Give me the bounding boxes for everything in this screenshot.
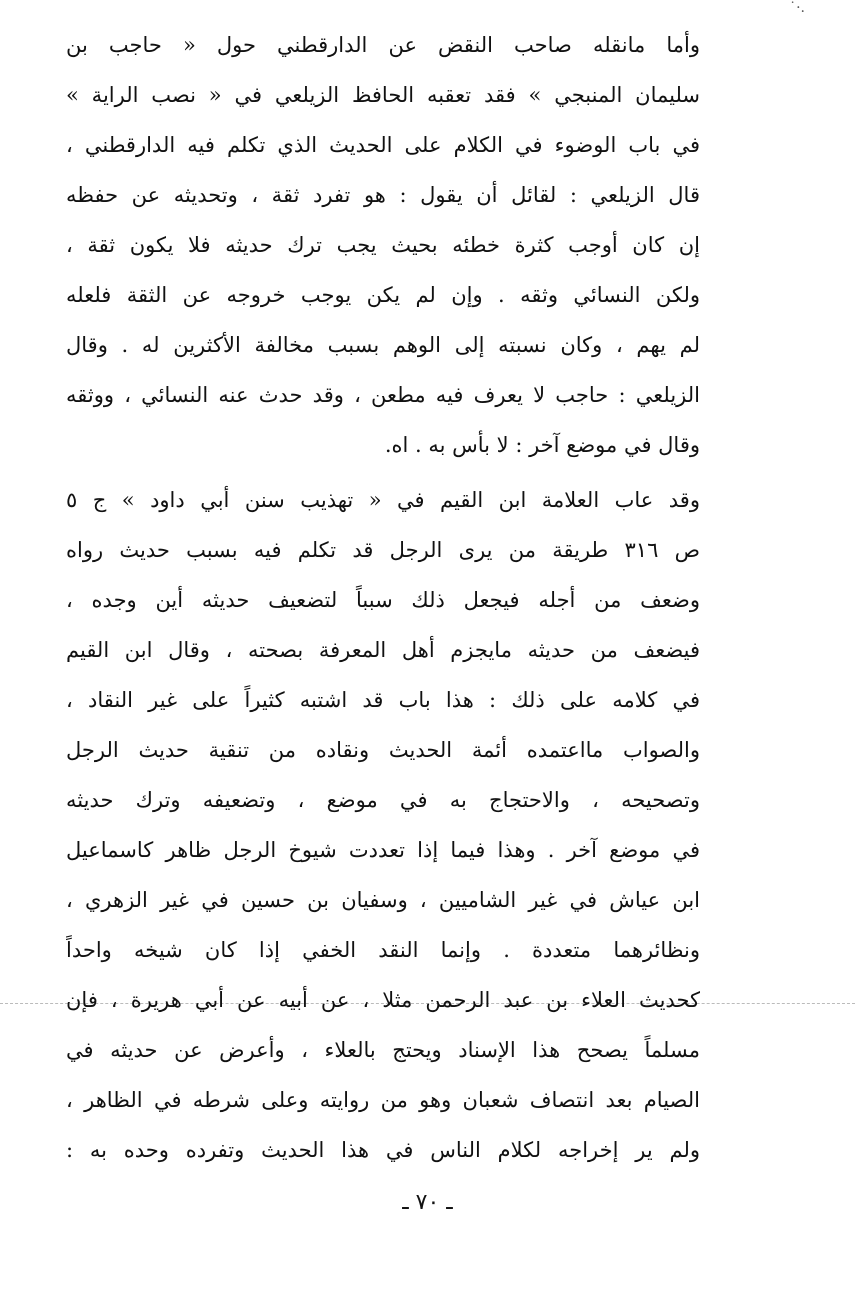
text-line: كحديث العلاء بن عبد الرحمن مثلا ، عن أبيه عن أبي هريرة ، فإن (66, 988, 700, 1012)
text-line: ابن عياش في غير الشاميين ، وسفيان بن حسين في غير الزهري ، (66, 888, 700, 912)
scan-artifact-mark: ˙·. (789, 0, 805, 16)
text-line: وأما مانقله صاحب النقض عن الدارقطني حول « حاجب بن (66, 33, 700, 57)
text-line: في موضع آخر . وهذا فيما إذا تعددت شيوخ الرجل ظاهر كاسماعيل (66, 838, 700, 862)
paragraph-2 (66, 475, 700, 1175)
text-line: الزيلعي : حاجب لا يعرف فيه مطعن ، وقد حدث عنه النسائي ، ووثقه (66, 383, 700, 407)
text-line: في باب الوضوء في الكلام على الحديث الذي تكلم فيه الدارقطني ، (66, 133, 700, 157)
page-number: ـ ٧٠ ـ (402, 1190, 453, 1215)
text-line: لم يهم ، وكان نسبته إلى الوهم بسبب مخالفة الأكثرين له . وقال (66, 333, 700, 357)
text-line: وتصحيحه ، والاحتجاج به في موضع ، وتضعيفه وترك حديثه (66, 788, 700, 812)
text-line: في كلامه على ذلك : هذا باب قد اشتبه كثيراً على غير النقاد ، (66, 688, 700, 712)
paragraph-1 (66, 20, 700, 470)
text-line: وقد عاب العلامة ابن القيم في « تهذيب سنن أبي داود » ج ٥ (66, 488, 700, 512)
text-line: سليمان المنبجي » فقد تعقبه الحافظ الزيلعي في « نصب الراية » (66, 83, 700, 107)
text-line: مسلماً يصحح هذا الإسناد ويحتج بالعلاء ، وأعرض عن حديثه في (66, 1038, 700, 1062)
text-line: وضعف من أجله فيجعل ذلك سبباً لتضعيف حديثه أين وجده ، (66, 588, 700, 612)
text-line: ولم ير إخراجه لكلام الناس في هذا الحديث وتفرده وحده به : (66, 1138, 700, 1162)
text-line: قال الزيلعي : لقائل أن يقول : هو تفرد ثقة ، وتحديثه عن حفظه (66, 183, 700, 207)
text-line: وقال في موضع آخر : لا بأس به . اه. (384, 433, 700, 457)
text-line: ونظائرهما متعددة . وإنما النقد الخفي إذا كان شيخه واحداً (66, 938, 700, 962)
text-line: الصيام بعد انتصاف شعبان وهو من روايته وعلى شرطه في الظاهر ، (66, 1088, 700, 1112)
text-line: ولكن النسائي وثقه . وإن لم يكن يوجب خروجه عن الثقة فلعله (66, 283, 700, 307)
text-line: والصواب مااعتمده أئمة الحديث ونقاده من تنقية حديث الرجل (66, 738, 700, 762)
text-line: فيضعف من حديثه مايجزم أهل المعرفة بصحته ، وقال ابن القيم (66, 638, 700, 662)
text-line: ص ٣١٦ طريقة من يرى الرجل قد تكلم فيه بسبب حديث رواه (66, 538, 700, 562)
text-line: إن كان أوجب كثرة خطئه بحيث يجب ترك حديثه فلا يكون ثقة ، (66, 233, 700, 257)
